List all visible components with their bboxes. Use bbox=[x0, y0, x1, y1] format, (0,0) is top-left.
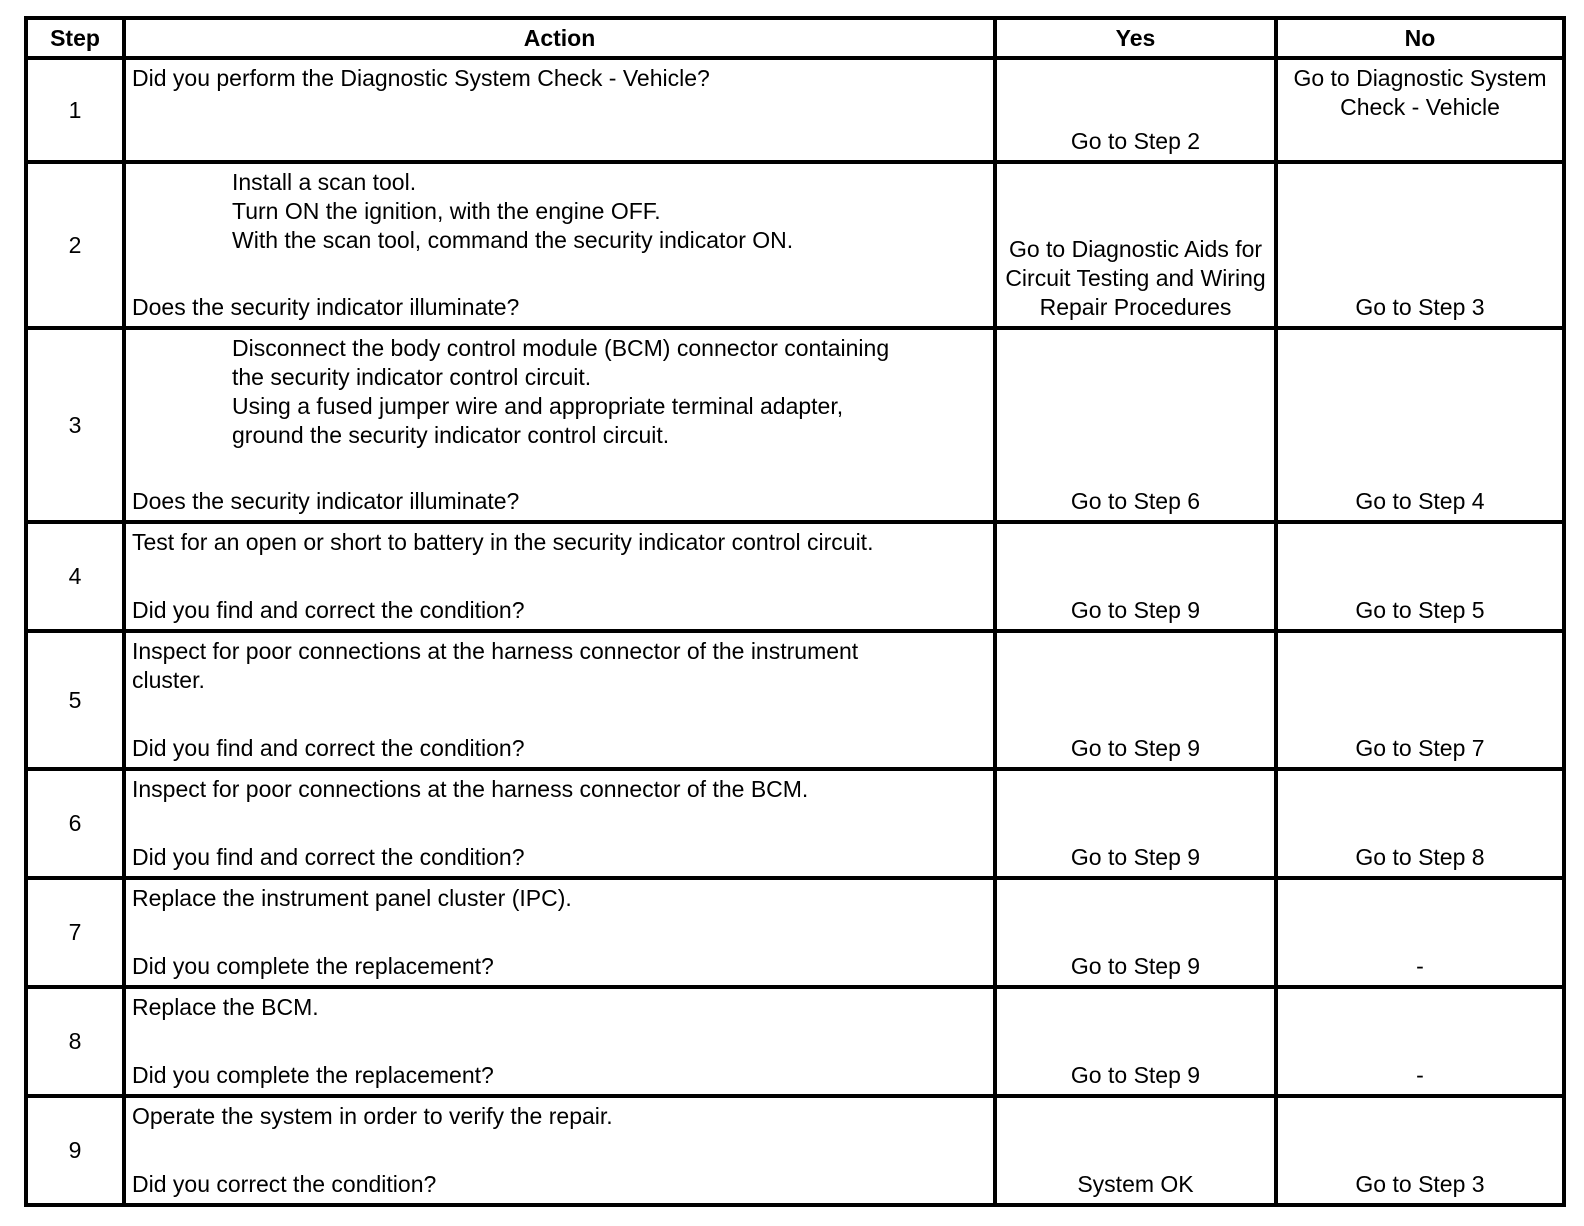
header-row bbox=[26, 18, 1564, 58]
action-instructions bbox=[132, 164, 987, 255]
step-number: 4 bbox=[26, 522, 124, 631]
no-result: Go to Step 8 bbox=[1276, 769, 1564, 878]
yes-result: System OK bbox=[995, 1096, 1276, 1205]
no-result: Go to Step 3 bbox=[1276, 162, 1564, 328]
action-question: Did you correct the condition? bbox=[132, 1171, 437, 1197]
yes-result: Go to Diagnostic Aids for Circuit Testing and Wiring Repair Procedures bbox=[995, 162, 1276, 328]
table-row bbox=[26, 1096, 1564, 1205]
action-question: Did you complete the replacement? bbox=[132, 953, 494, 979]
action-line: cluster. bbox=[132, 667, 205, 693]
step-number: 5 bbox=[26, 631, 124, 769]
no-result: Go to Diagnostic System Check - Vehicle bbox=[1276, 58, 1564, 162]
action-instructions bbox=[132, 989, 987, 1022]
header-action: Action bbox=[124, 18, 995, 58]
action-line: Replace the BCM. bbox=[132, 994, 319, 1020]
action-instructions bbox=[132, 60, 987, 93]
step-number: 8 bbox=[26, 987, 124, 1096]
action-cell bbox=[124, 987, 995, 1096]
action-line: Test for an open or short to battery in the security indicator control circuit. bbox=[132, 529, 874, 555]
yes-result: Go to Step 9 bbox=[995, 631, 1276, 769]
no-result: - bbox=[1276, 878, 1564, 987]
step-number: 6 bbox=[26, 769, 124, 878]
yes-result: Go to Step 2 bbox=[995, 58, 1276, 162]
action-line: Inspect for poor connections at the harness connector of the instrument bbox=[132, 638, 859, 664]
action-question: Did you find and correct the condition? bbox=[132, 597, 525, 623]
action-question: Did you find and correct the condition? bbox=[132, 735, 525, 761]
step-number: 3 bbox=[26, 328, 124, 522]
action-question: Does the security indicator illuminate? bbox=[132, 294, 520, 320]
action-line: ground the security indicator control circuit. bbox=[232, 422, 670, 448]
action-line: Did you perform the Diagnostic System Check - Vehicle? bbox=[132, 65, 710, 91]
action-line: Operate the system in order to verify the repair. bbox=[132, 1103, 613, 1129]
table-row bbox=[26, 162, 1564, 328]
table-row bbox=[26, 878, 1564, 987]
action-question: Did you complete the replacement? bbox=[132, 1062, 494, 1088]
yes-result: Go to Step 9 bbox=[995, 878, 1276, 987]
diagnostic-table bbox=[24, 16, 1566, 1207]
header-no: No bbox=[1276, 18, 1564, 58]
action-question bbox=[132, 156, 987, 160]
action-instructions bbox=[132, 771, 987, 804]
no-result: Go to Step 5 bbox=[1276, 522, 1564, 631]
action-line: Install a scan tool. bbox=[232, 169, 417, 195]
action-instructions bbox=[132, 880, 987, 913]
header-yes: Yes bbox=[995, 18, 1276, 58]
action-line: Disconnect the body control module (BCM) connector containing bbox=[232, 335, 890, 361]
step-number: 1 bbox=[26, 58, 124, 162]
action-question: Did you find and correct the condition? bbox=[132, 844, 525, 870]
action-instructions bbox=[132, 330, 987, 450]
table-row bbox=[26, 631, 1564, 769]
action-instructions bbox=[132, 1098, 987, 1131]
action-cell bbox=[124, 769, 995, 878]
yes-result: Go to Step 9 bbox=[995, 769, 1276, 878]
action-instructions bbox=[132, 633, 987, 695]
action-cell bbox=[124, 328, 995, 522]
action-line: With the scan tool, command the security indicator ON. bbox=[232, 227, 794, 253]
no-result: - bbox=[1276, 987, 1564, 1096]
action-line: Using a fused jumper wire and appropriate terminal adapter, bbox=[232, 393, 844, 419]
action-cell bbox=[124, 58, 995, 162]
action-line: Turn ON the ignition, with the engine OFF. bbox=[232, 198, 661, 224]
step-number: 9 bbox=[26, 1096, 124, 1205]
table-row bbox=[26, 328, 1564, 522]
action-instructions bbox=[132, 524, 987, 557]
yes-result: Go to Step 9 bbox=[995, 987, 1276, 1096]
yes-result: Go to Step 9 bbox=[995, 522, 1276, 631]
action-line: Inspect for poor connections at the harness connector of the BCM. bbox=[132, 776, 809, 802]
header-step: Step bbox=[26, 18, 124, 58]
no-result: Go to Step 3 bbox=[1276, 1096, 1564, 1205]
step-number: 2 bbox=[26, 162, 124, 328]
table-body bbox=[26, 58, 1564, 1205]
step-number: 7 bbox=[26, 878, 124, 987]
action-question: Does the security indicator illuminate? bbox=[132, 488, 520, 514]
table-row bbox=[26, 987, 1564, 1096]
action-line: the security indicator control circuit. bbox=[232, 364, 592, 390]
action-cell bbox=[124, 631, 995, 769]
no-result: Go to Step 4 bbox=[1276, 328, 1564, 522]
action-cell bbox=[124, 1096, 995, 1205]
action-cell bbox=[124, 162, 995, 328]
no-result: Go to Step 7 bbox=[1276, 631, 1564, 769]
table-row bbox=[26, 58, 1564, 162]
yes-result: Go to Step 6 bbox=[995, 328, 1276, 522]
action-cell bbox=[124, 878, 995, 987]
table-row bbox=[26, 522, 1564, 631]
table-row bbox=[26, 769, 1564, 878]
action-cell bbox=[124, 522, 995, 631]
action-line: Replace the instrument panel cluster (IPC). bbox=[132, 885, 572, 911]
